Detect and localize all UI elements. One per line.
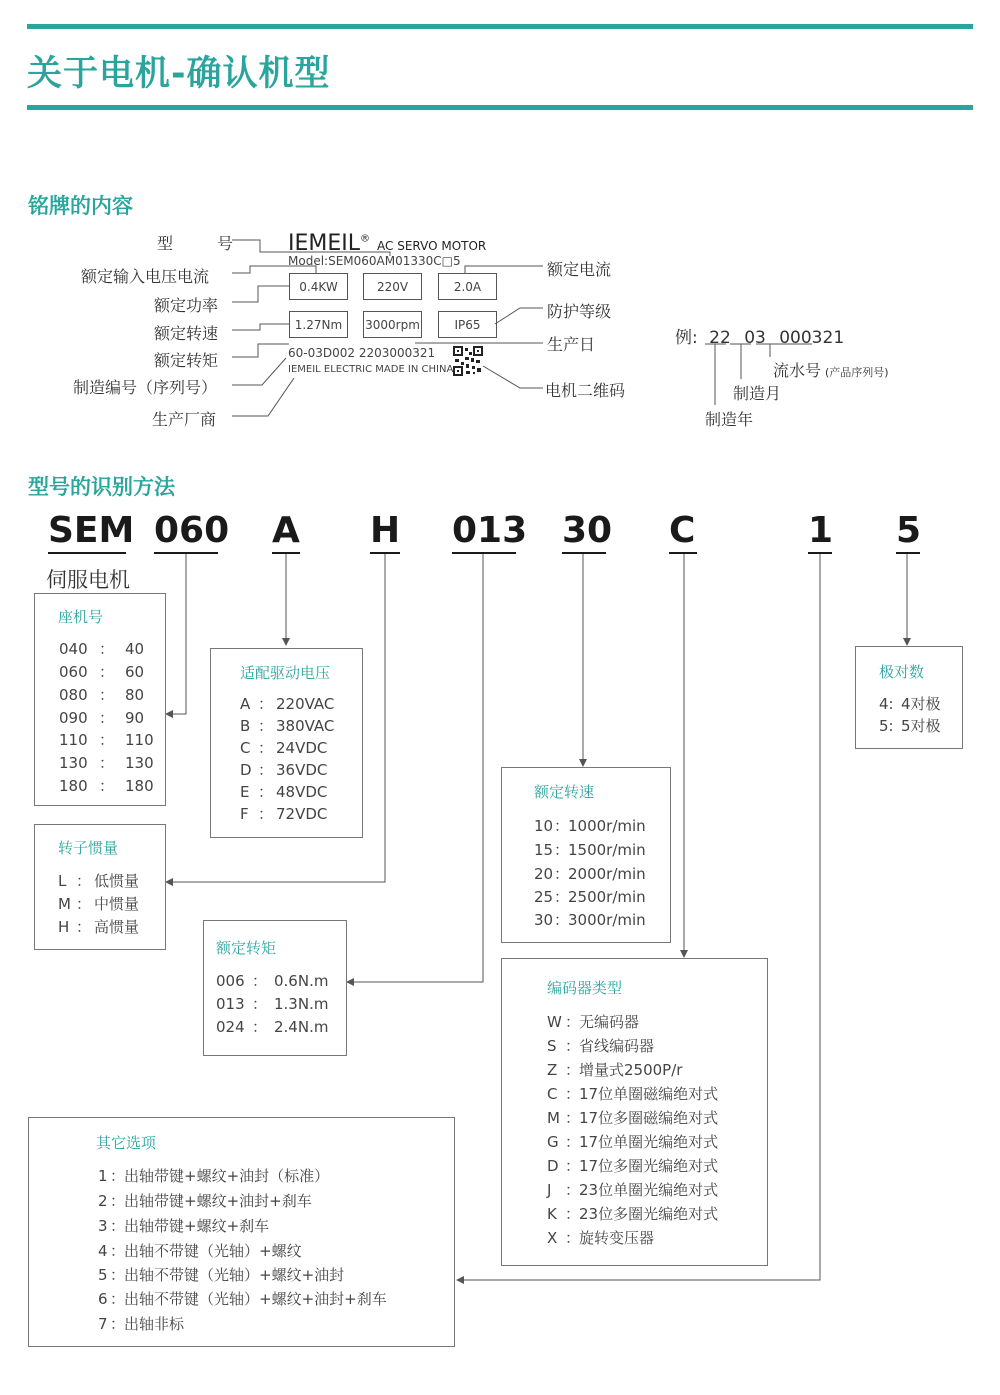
- poles-box-title: 极对数: [879, 663, 925, 681]
- code-torque: 013: [452, 510, 528, 551]
- inertia-row: L ： 低惯量: [58, 872, 140, 890]
- cell-power: 0.4KW: [289, 273, 348, 300]
- code-option: 1: [808, 510, 834, 551]
- label-rated-speed: 额定转速: [154, 324, 219, 343]
- voltage-row: F ： 72VDC: [240, 805, 328, 823]
- frame-row: 180 ： 180: [59, 777, 154, 795]
- model-id-section-title: 型号的识别方法: [28, 475, 175, 499]
- label-model: 型 号: [157, 234, 248, 253]
- frame-row: 040 ： 40: [59, 640, 145, 658]
- label-motor-qr: 电机二维码: [545, 381, 626, 400]
- nameplate-brand: IEMEIL® AC SERVO MOTOR: [288, 231, 487, 256]
- code-series: SEM: [48, 510, 135, 551]
- label-manufacturer: 生产厂商: [152, 410, 217, 429]
- serial-example: 例: 22 03 000321: [675, 328, 845, 348]
- frame-row: 080 ： 80: [59, 686, 145, 704]
- encoder-row: W ：无编码器: [547, 1013, 640, 1031]
- inertia-box: [34, 824, 166, 950]
- code-series-desc: 伺服电机: [46, 568, 130, 592]
- label-rated-power: 额定功率: [154, 296, 219, 315]
- poles-box: [855, 646, 963, 749]
- code-speed: 30: [562, 510, 613, 551]
- code-frame: 060: [154, 510, 230, 551]
- torque-row: 006 ： 0.6N.m: [216, 972, 329, 990]
- voltage-row: C ： 24VDC: [240, 739, 328, 757]
- encoder-row: Z ：增量式2500P/r: [547, 1061, 683, 1079]
- torque-box: [203, 920, 347, 1056]
- encoder-row: K ：23位多圈光编绝对式: [547, 1205, 719, 1223]
- torque-row: 013 ： 1.3N.m: [216, 995, 329, 1013]
- voltage-row: D ： 36VDC: [240, 761, 328, 779]
- nameplate-model-line: Model:SEM060AM01330C□5: [288, 254, 461, 268]
- cell-ip: IP65: [438, 311, 497, 338]
- code-voltage: A: [272, 510, 300, 551]
- cell-current: 2.0A: [438, 273, 497, 300]
- frame-box-title: 座机号: [58, 608, 104, 626]
- frame-row: 130 ： 130: [59, 754, 154, 772]
- example-label-seq: 流水号 (产品序列号): [773, 361, 889, 380]
- voltage-row: B ： 380VAC: [240, 717, 335, 735]
- encoder-box: [501, 958, 768, 1266]
- torque-row: 024 ： 2.4N.m: [216, 1018, 329, 1036]
- encoder-row: G ：17位单圈光编绝对式: [547, 1133, 719, 1151]
- speed-row: 15：1500r/min: [534, 841, 646, 859]
- label-rated-torque: 额定转矩: [154, 351, 219, 370]
- label-production-date: 生产日: [547, 335, 596, 354]
- options-row: 7 ：出轴非标: [98, 1315, 185, 1333]
- options-box: [28, 1117, 455, 1347]
- label-protection-grade: 防护等级: [547, 302, 612, 321]
- voltage-row: A ： 220VAC: [240, 695, 335, 713]
- options-box-title: 其它选项: [96, 1134, 157, 1152]
- label-serial-number: 制造编号（序列号）: [73, 378, 218, 397]
- example-label-month: 制造月: [733, 384, 782, 403]
- example-label-year: 制造年: [705, 410, 754, 429]
- cell-torque: 1.27Nm: [289, 311, 348, 338]
- frame-row: 060 ： 60: [59, 663, 145, 681]
- speed-box: [501, 767, 671, 943]
- frame-box: [34, 593, 166, 806]
- speed-row: 20：2000r/min: [534, 865, 646, 883]
- cell-voltage: 220V: [363, 273, 422, 300]
- speed-row: 10：1000r/min: [534, 817, 646, 835]
- frame-row: 110 ： 110: [59, 731, 154, 749]
- inertia-box-title: 转子惯量: [58, 839, 119, 857]
- encoder-row: S ：省线编码器: [547, 1037, 655, 1055]
- encoder-row: X ：旋转变压器: [547, 1229, 655, 1247]
- voltage-box: [210, 648, 363, 838]
- code-inertia: H: [370, 510, 401, 551]
- poles-row: 5: 5对极: [879, 717, 941, 735]
- speed-row: 25：2500r/min: [534, 888, 646, 906]
- encoder-row: C ：17位单圈磁编绝对式: [547, 1085, 719, 1103]
- options-row: 2 ：出轴带键+螺纹+油封+刹车: [98, 1192, 312, 1210]
- encoder-row: J ：23位单圈光编绝对式: [547, 1181, 719, 1199]
- label-rated-current: 额定电流: [547, 260, 612, 279]
- nameplate-maker-line: IEMEIL ELECTRIC MADE IN CHINA: [288, 364, 454, 375]
- options-row: 3 ：出轴带键+螺纹+刹车: [98, 1217, 270, 1235]
- page-title: 关于电机-确认机型: [27, 54, 331, 94]
- speed-row: 30：3000r/min: [534, 911, 646, 929]
- options-row: 4 ：出轴不带键（光轴）+螺纹: [98, 1242, 302, 1260]
- voltage-row: E ： 48VDC: [240, 783, 328, 801]
- cell-speed: 3000rpm: [363, 311, 422, 338]
- code-poles: 5: [896, 510, 922, 551]
- encoder-row: D ：17位多圈光编绝对式: [547, 1157, 719, 1175]
- options-row: 6 ：出轴不带键（光轴）+螺纹+油封+刹车: [98, 1290, 387, 1308]
- inertia-row: M ： 中惯量: [58, 895, 140, 913]
- encoder-row: M ：17位多圈磁编绝对式: [547, 1109, 719, 1127]
- inertia-row: H ： 高惯量: [58, 918, 140, 936]
- frame-row: 090 ： 90: [59, 709, 145, 727]
- options-row: 1 ：出轴带键+螺纹+油封（标准）: [98, 1167, 330, 1185]
- code-encoder: C: [669, 510, 696, 551]
- torque-box-title: 额定转矩: [216, 939, 277, 957]
- nameplate-section-title: 铭牌的内容: [28, 194, 133, 218]
- voltage-box-title: 适配驱动电压: [240, 664, 331, 682]
- options-row: 5 ：出轴不带键（光轴）+螺纹+油封: [98, 1266, 345, 1284]
- poles-row: 4: 4对极: [879, 695, 941, 713]
- speed-box-title: 额定转速: [534, 783, 595, 801]
- nameplate-serial-line: 60-03D002 2203000321: [288, 346, 436, 360]
- encoder-box-title: 编码器类型: [547, 979, 623, 997]
- label-input-voltage-current: 额定输入电压电流: [81, 267, 210, 286]
